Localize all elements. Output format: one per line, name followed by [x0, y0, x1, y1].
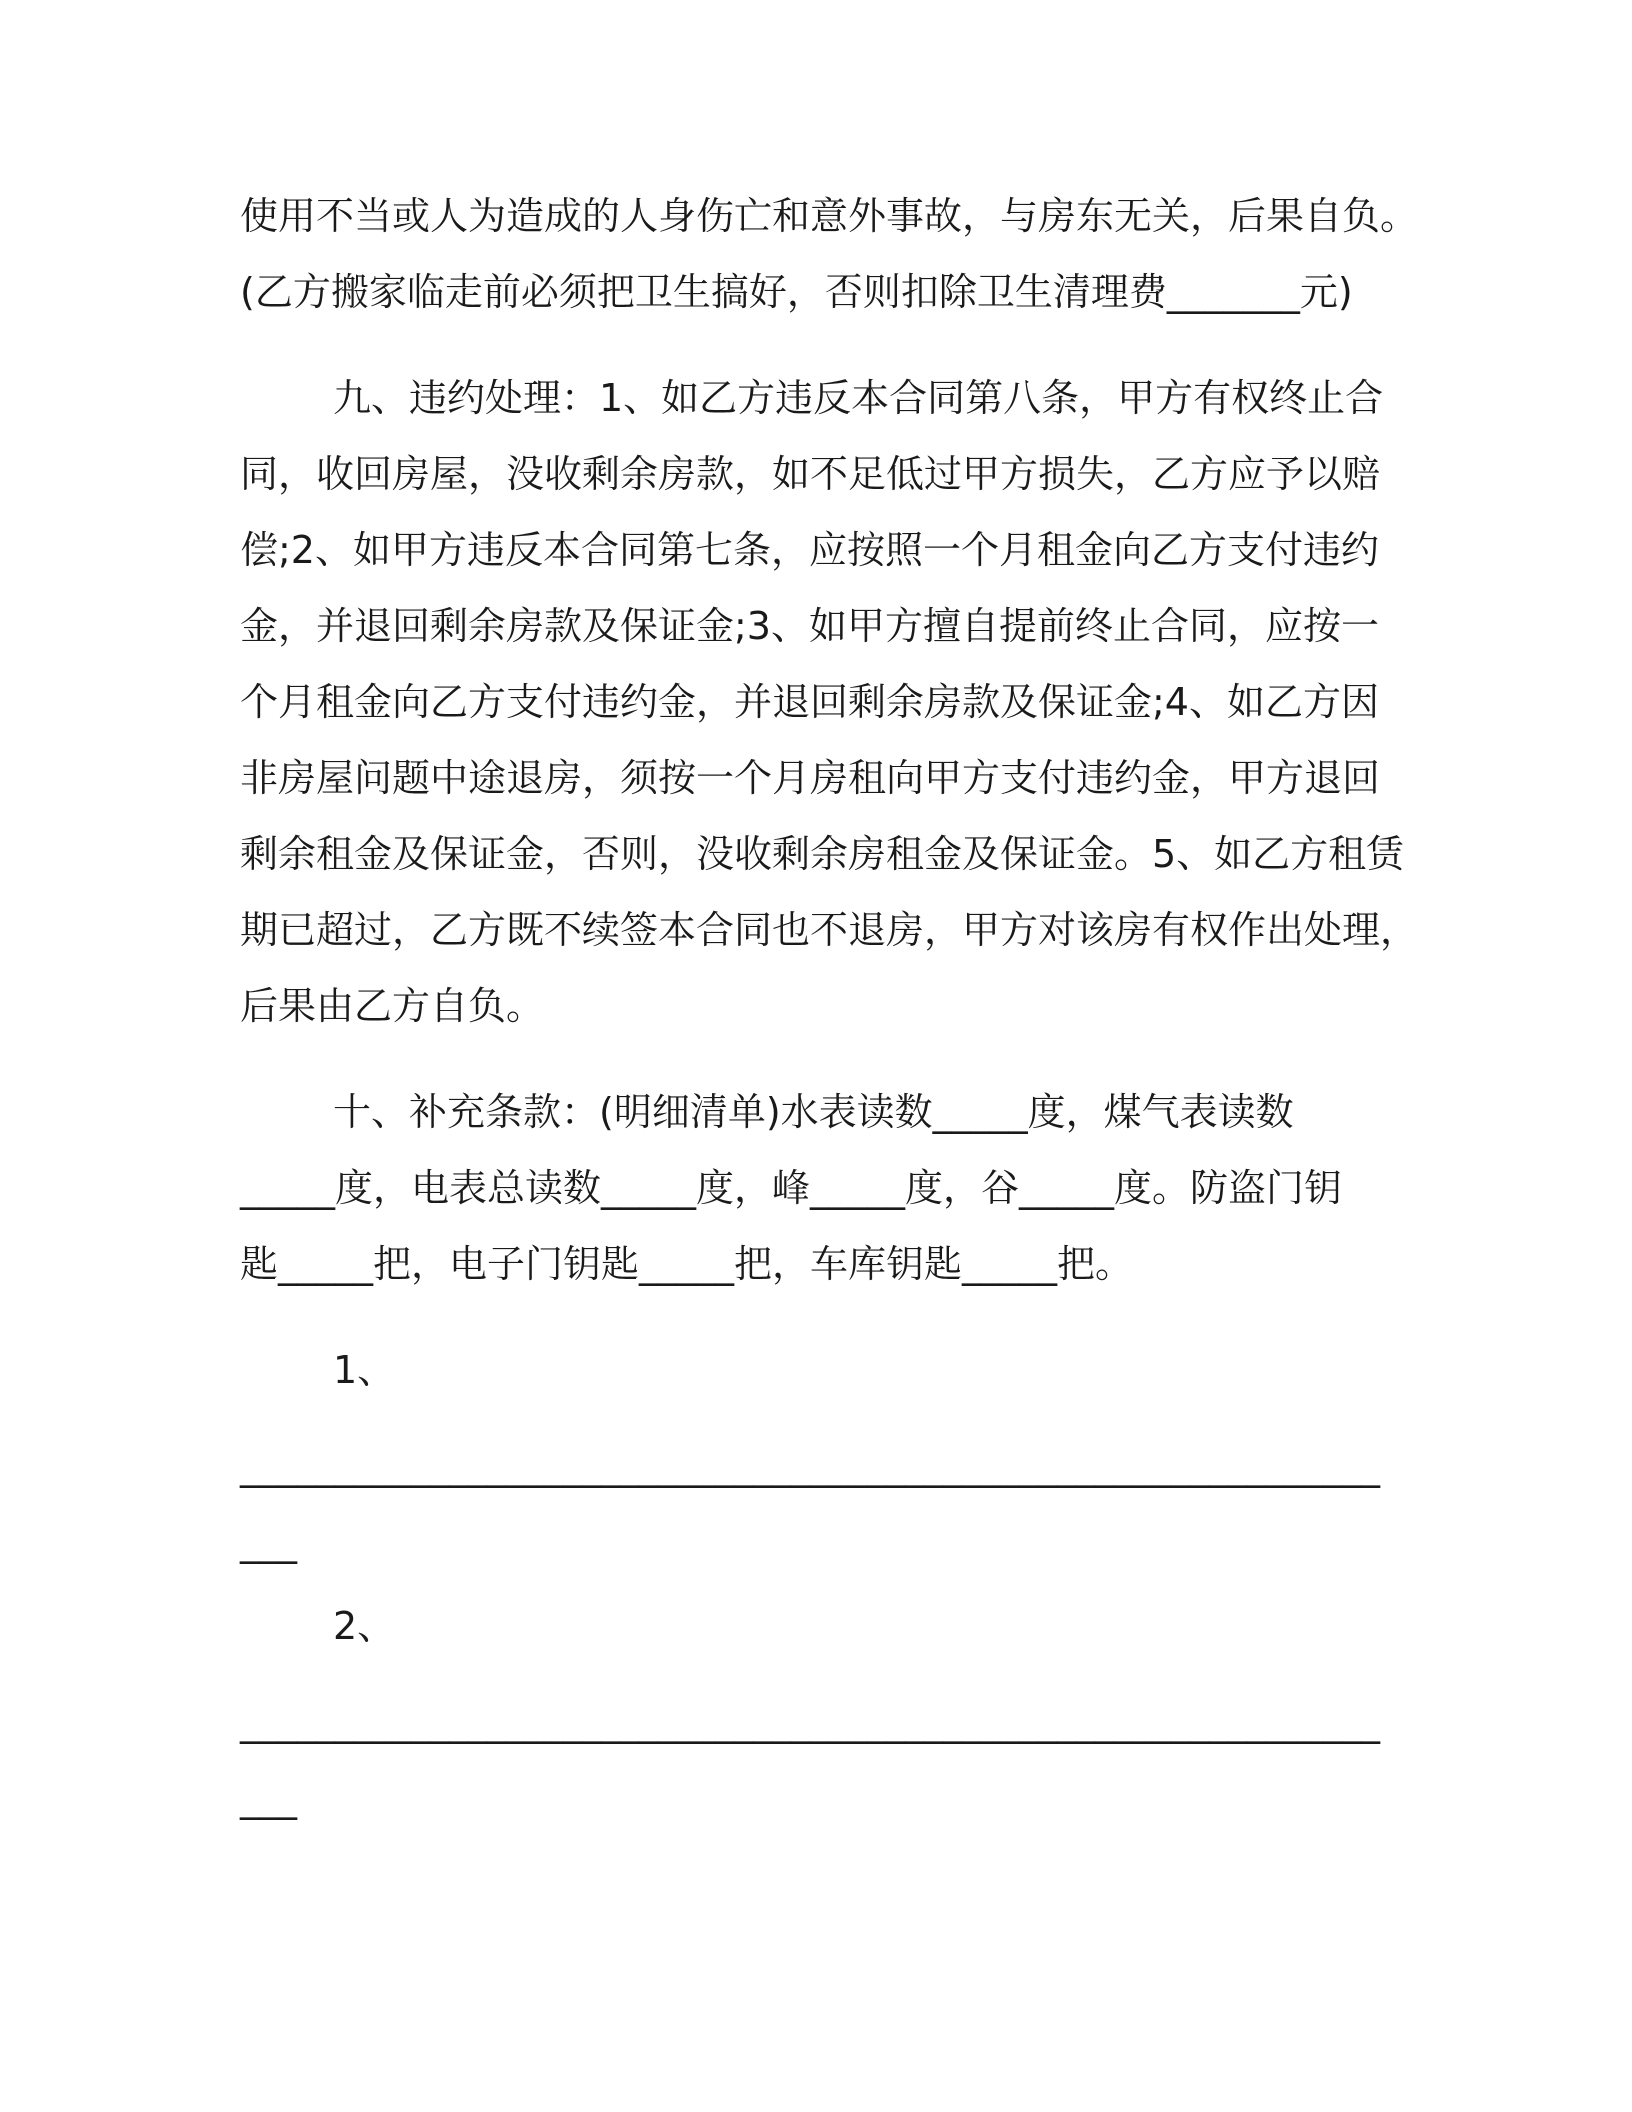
text-line: (乙方搬家临走前必须把卫生搞好，否则扣除卫生清理费_______元)	[240, 270, 1353, 314]
section-nine-heading-line: 九、违约处理：1、如乙方违反本合同第八条，甲方有权终止合	[333, 376, 1384, 420]
blank-line: ___	[240, 1776, 297, 1820]
blank-line: ____________________________________________________________	[240, 1444, 1380, 1488]
blank-line: ___	[240, 1520, 297, 1564]
item-one-label: 1、	[333, 1348, 396, 1392]
text-line: _____度，电表总读数_____度，峰_____度，谷_____度。防盗门钥	[240, 1166, 1343, 1210]
text-line: 剩余租金及保证金，否则，没收剩余房租金及保证金。5、如乙方租赁	[240, 832, 1405, 876]
text-line: 后果由乙方自负。	[240, 984, 545, 1028]
text-line: 同，收回房屋，没收剩余房款，如不足低过甲方损失，乙方应予以赔	[240, 452, 1381, 496]
item-two-label: 2、	[333, 1604, 396, 1648]
text-line: 匙_____把，电子门钥匙_____把，车库钥匙_____把。	[240, 1242, 1134, 1286]
text-line: 偿;2、如甲方违反本合同第七条，应按照一个月租金向乙方支付违约	[240, 528, 1379, 572]
blank-line: ____________________________________________________________	[240, 1700, 1380, 1744]
text-line: 非房屋问题中途退房，须按一个月房租向甲方支付违约金，甲方退回	[240, 756, 1381, 800]
section-ten-heading-line: 十、补充条款：(明细清单)水表读数_____度，煤气表读数	[333, 1090, 1294, 1134]
text-line: 使用不当或人为造成的人身伤亡和意外事故，与房东无关，后果自负。	[240, 194, 1419, 238]
text-line: 期已超过，乙方既不续签本合同也不退房，甲方对该房有权作出处理，	[240, 908, 1419, 952]
text-line: 金，并退回剩余房款及保证金;3、如甲方擅自提前终止合同，应按一	[240, 604, 1379, 648]
text-line: 个月租金向乙方支付违约金，并退回剩余房款及保证金;4、如乙方因	[240, 680, 1379, 724]
